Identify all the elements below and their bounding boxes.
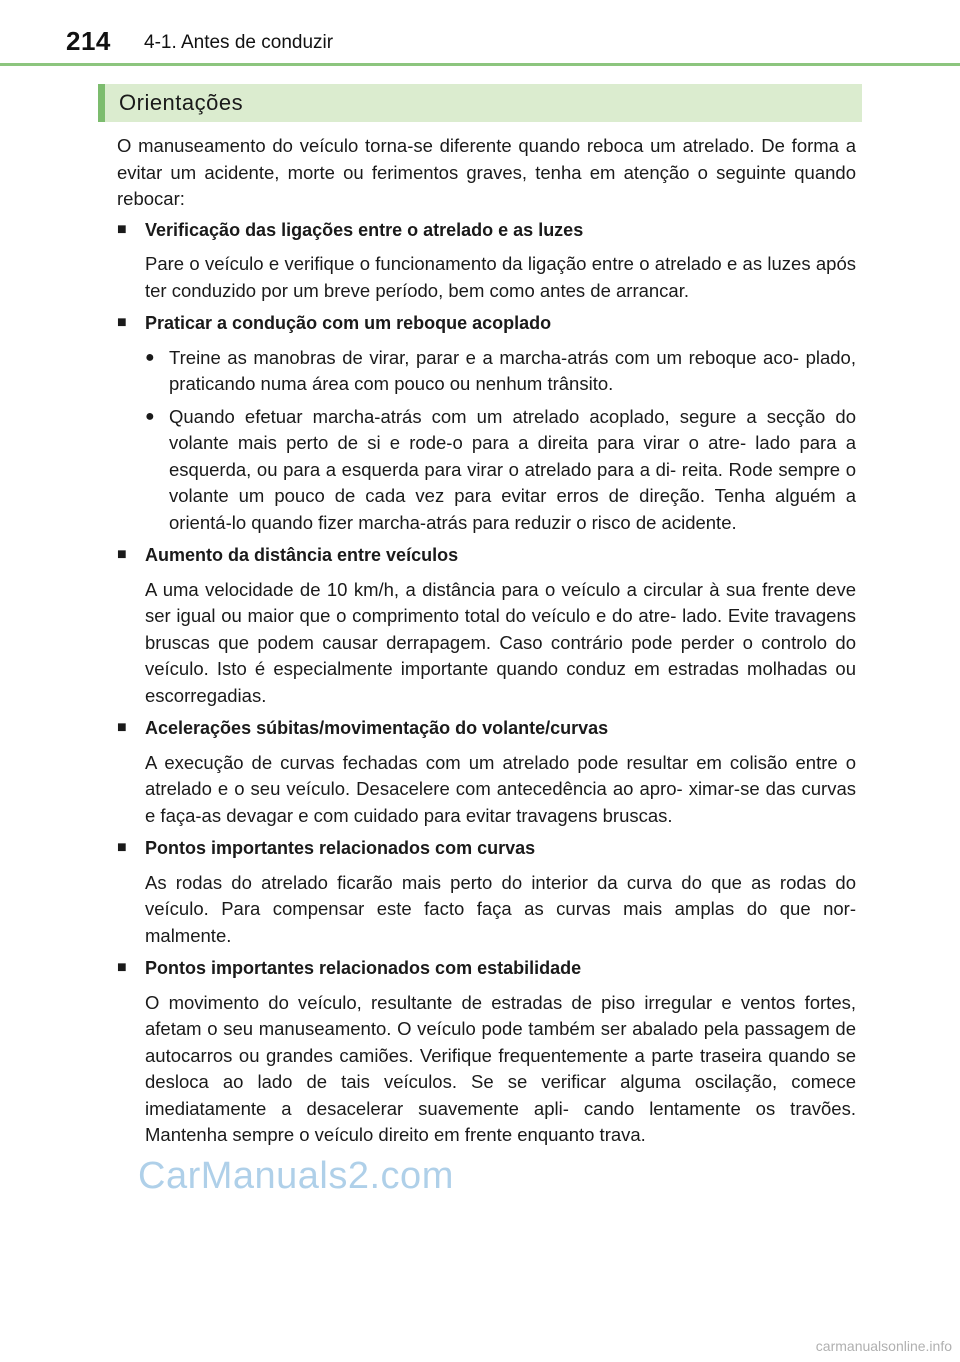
- section-heading: [117, 955, 856, 982]
- section-practice-driving: [117, 310, 856, 536]
- section-paragraph: A uma velocidade de 10 km/h, a distância para o veículo a circular à sua frente deve ser igual ou maior que o comprimento total do veículo e do atre- lado. Evite travagens bruscas que podem causar derrapagem. Caso contrário pode perder o controlo do veículo. Isto é especialmente importante quando conduz em estradas molhadas ou escorregadias.: [145, 578, 856, 706]
- section-heading-text: Aumento da distância entre veículos: [145, 545, 459, 565]
- section-paragraph: O movimento do veículo, resultante de estradas de piso irregular e ventos fortes, afetam o seu manuseamento. O veículo pode também ser abalado pela passagem de autocarros ou grandes camiões. Verifique frequentemente a parte traseira quando se desloca ao lado de tais veículos. Se se verificar alguma oscilação, comece imediatamente a desacelerar suavemente apli- cando lentamente os travões. Mantenha sempre o veículo direito em frente enquanto trava.: [145, 991, 856, 1145]
- list-item-text: Quando efetuar marcha-atrás com um atrelado acoplado, segure a secção do volante mais perto de si e rode-o para a direita para virar o atre- lado para a esquerda, ou para a esquerda para virar o atrelado para a di- reita. Rode sempre o volante um pouco de cada vez para evitar erros de direção. Tenha alguém a orientá-lo quando fizer marcha-atrás para reduzir o risco de acidente.: [169, 405, 856, 533]
- section-distance: [117, 542, 856, 709]
- section-heading: [117, 715, 856, 742]
- section-heading: [117, 542, 856, 569]
- watermark-logo: CarManuals2.com: [138, 1155, 454, 1197]
- section-title-bar: [98, 84, 862, 122]
- section-heading-text: Verificação das ligações entre o atrelado e as luzes: [145, 219, 584, 240]
- square-bullet-icon: ■: [117, 314, 127, 331]
- list-item-text: Treine as manobras de virar, parar e a marcha-atrás com um reboque aco- plado, praticando numa área com pouco ou nenhum trânsito.: [169, 346, 856, 394]
- page-number: 214: [66, 26, 111, 56]
- section-paragraph: A execução de curvas fechadas com um atrelado pode resultar em colisão entre o atrelado e o seu veículo. Desacelere com antecedência ao apro- ximar-se das curvas e faça-as devagar e com cuidado para evitar travagens bruscas.: [145, 751, 856, 826]
- list-item: [145, 404, 856, 537]
- square-bullet-icon: ■: [117, 220, 127, 238]
- square-bullet-icon: ■: [117, 719, 127, 736]
- section-heading-text: Pontos importantes relacionados com curvas: [145, 838, 536, 858]
- section-heading: [117, 835, 856, 862]
- section-stability: [117, 955, 856, 1149]
- content-body: [117, 133, 856, 1155]
- section-title: Orientações: [119, 90, 244, 115]
- section-accelerations: [117, 715, 856, 829]
- chapter-title: 4-1. Antes de conduzir: [144, 32, 334, 53]
- section-heading: [117, 217, 856, 244]
- section-paragraph: Pare o veículo e verifique o funcionamento da ligação entre o atrelado e as luzes após ter conduzido por um breve período, bem como antes de arrancar.: [145, 253, 856, 301]
- header-rule: [0, 63, 960, 66]
- footer-site-link[interactable]: carmanualsonline.info: [815, 1338, 952, 1354]
- section-heading: [117, 310, 856, 337]
- section-heading-text: Praticar a condução com um reboque acoplado: [145, 313, 552, 333]
- list-item: [145, 345, 856, 398]
- section-paragraph: As rodas do atrelado ficarão mais perto do interior da curva do que as rodas do veículo. Para compensar este facto faça as curvas mais amplas do que nor- malmente.: [145, 871, 856, 946]
- section-light-connections: [117, 217, 856, 305]
- square-bullet-icon: ■: [117, 959, 127, 976]
- round-bullet-icon: ●: [145, 407, 155, 425]
- section-curves: [117, 835, 856, 949]
- page-header: [0, 0, 960, 68]
- square-bullet-icon: ■: [117, 839, 127, 856]
- intro-paragraph: O manuseamento do veículo torna-se diferente quando reboca um atrelado. De forma a evitar um acidente, morte ou ferimentos graves, tenha em atenção o seguinte quando rebocar:: [117, 135, 856, 209]
- section-heading-text: Pontos importantes relacionados com estabilidade: [145, 958, 582, 978]
- section-heading-text: Acelerações súbitas/movimentação do volante/curvas: [145, 718, 609, 738]
- square-bullet-icon: ■: [117, 546, 127, 563]
- round-bullet-icon: ●: [145, 348, 155, 366]
